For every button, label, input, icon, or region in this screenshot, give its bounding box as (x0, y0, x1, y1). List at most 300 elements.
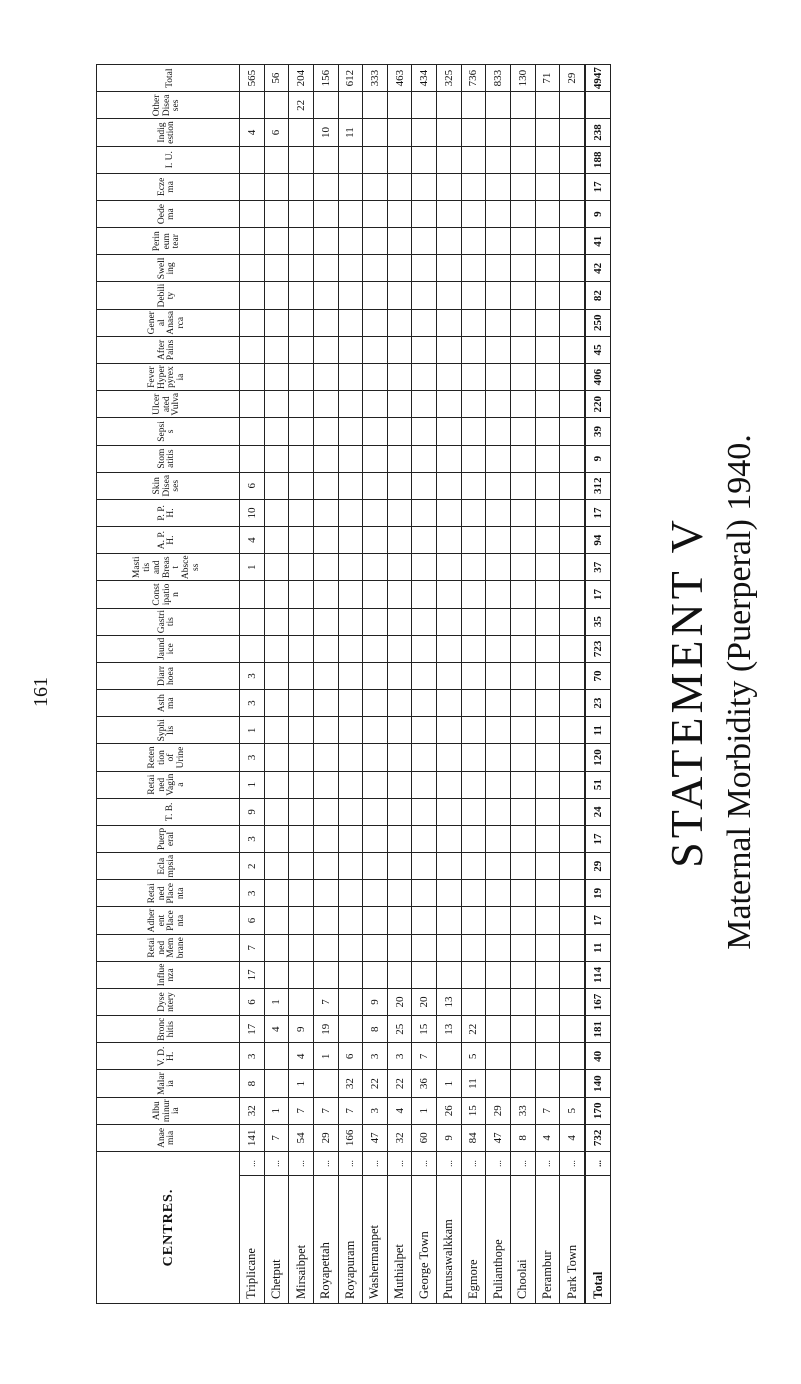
table-cell (486, 717, 511, 744)
table-cell (313, 282, 338, 309)
table-cell: 4 (240, 527, 265, 554)
table-cell (240, 336, 265, 363)
table-cell: 4 (289, 1043, 314, 1070)
table-cell (338, 146, 363, 173)
table-cell (486, 391, 511, 418)
table-cell (461, 146, 486, 173)
table-cell: 42 (585, 255, 610, 282)
table-cell (387, 961, 412, 988)
table-cell (412, 472, 437, 499)
table-cell (313, 717, 338, 744)
column-header-label: Syphilis (156, 719, 177, 742)
table-cell: 1 (240, 554, 265, 581)
table-cell (387, 880, 412, 907)
column-header (97, 173, 240, 200)
table-cell (437, 1043, 462, 1070)
table-cell (264, 364, 289, 391)
table-cell (437, 581, 462, 608)
table-cell (363, 364, 388, 391)
table-cell (313, 635, 338, 662)
table-cell: 250 (585, 309, 610, 336)
table-cell (461, 744, 486, 771)
table-cell: 7 (240, 934, 265, 961)
table-cell (363, 499, 388, 526)
table-cell (535, 472, 560, 499)
table-cell: 565 (240, 65, 265, 92)
table-cell (510, 309, 535, 336)
table-cell (535, 608, 560, 635)
table-cell (412, 581, 437, 608)
table-cell (363, 418, 388, 445)
table-cell (486, 445, 511, 472)
table-cell: 56 (264, 65, 289, 92)
table-cell (338, 282, 363, 309)
table-cell (510, 146, 535, 173)
table-cell (264, 146, 289, 173)
title-block (660, 0, 759, 1384)
table-cell: 3 (240, 744, 265, 771)
table-cell (510, 200, 535, 227)
table-cell (313, 1070, 338, 1097)
table-cell: 3 (387, 1043, 412, 1070)
table-cell: 24 (585, 798, 610, 825)
table-cell: 9 (240, 798, 265, 825)
table-cell (240, 635, 265, 662)
table-cell (560, 336, 585, 363)
table-cell (535, 173, 560, 200)
header-centres (97, 1151, 240, 1303)
column-header-label: Adherent Placenta (146, 908, 187, 933)
table-cell (338, 92, 363, 119)
table-cell (363, 527, 388, 554)
table-cell (535, 635, 560, 662)
centre-name: Pulianthope (486, 1176, 511, 1304)
table-cell (338, 771, 363, 798)
table-cell (313, 173, 338, 200)
table-cell (363, 554, 388, 581)
table-cell (289, 391, 314, 418)
table-cell: 94 (585, 527, 610, 554)
column-header (97, 554, 240, 581)
table-cell (486, 527, 511, 554)
table-cell (412, 554, 437, 581)
table-cell: 2 (240, 853, 265, 880)
table-cell (412, 635, 437, 662)
table-cell (289, 472, 314, 499)
table-cell (437, 445, 462, 472)
table-cell (289, 853, 314, 880)
table-cell: 45 (585, 336, 610, 363)
table-cell (412, 853, 437, 880)
table-cell (313, 92, 338, 119)
table-cell (289, 282, 314, 309)
table-cell: 54 (289, 1124, 314, 1151)
column-header (97, 1097, 240, 1124)
table-cell (363, 608, 388, 635)
column-header (97, 499, 240, 526)
centre-name: Egmore (461, 1176, 486, 1304)
table-cell: 84 (461, 1124, 486, 1151)
table-cell (363, 907, 388, 934)
table-cell (313, 472, 338, 499)
table-cell (264, 472, 289, 499)
table-cell (363, 146, 388, 173)
table-cell (437, 200, 462, 227)
table-cell (412, 146, 437, 173)
table-cell (560, 391, 585, 418)
table-cell (289, 608, 314, 635)
table-cell (535, 853, 560, 880)
leader-dots: ... (313, 1151, 338, 1175)
column-header (97, 744, 240, 771)
table-cell (363, 445, 388, 472)
table-cell (264, 853, 289, 880)
table-cell (486, 119, 511, 146)
table-cell (461, 880, 486, 907)
table-cell (535, 554, 560, 581)
column-header-label: Retention of Urine (146, 746, 187, 769)
table-cell (338, 499, 363, 526)
table-row (510, 65, 535, 1304)
table-cell (338, 744, 363, 771)
table-cell (363, 309, 388, 336)
table-cell (387, 690, 412, 717)
table-cell (313, 825, 338, 852)
leader-dots: ... (510, 1151, 535, 1175)
table-cell (535, 717, 560, 744)
table-cell (535, 662, 560, 689)
table-cell (560, 907, 585, 934)
table-cell (289, 771, 314, 798)
centre-name: Total (585, 1176, 610, 1304)
table-cell (560, 690, 585, 717)
centre-name: George Town (412, 1176, 437, 1304)
table-cell (486, 853, 511, 880)
table-cell (535, 798, 560, 825)
table-cell (338, 880, 363, 907)
table-cell (560, 662, 585, 689)
centre-name: Royapettah (313, 1176, 338, 1304)
table-cell (240, 200, 265, 227)
table-cell (486, 472, 511, 499)
table-cell (535, 418, 560, 445)
table-cell (264, 527, 289, 554)
table-cell (510, 472, 535, 499)
column-header-label: After Pains (156, 339, 177, 361)
column-header (97, 717, 240, 744)
table-cell (461, 635, 486, 662)
table-cell (289, 581, 314, 608)
table-cell (363, 635, 388, 662)
table-cell (412, 961, 437, 988)
table-cell: 8 (363, 1016, 388, 1043)
table-cell (387, 364, 412, 391)
table-cell (240, 173, 265, 200)
table-cell (486, 690, 511, 717)
column-header (97, 472, 240, 499)
table-cell (461, 961, 486, 988)
table-cell: 11 (585, 934, 610, 961)
column-header (97, 880, 240, 907)
table-cell: 167 (585, 988, 610, 1015)
table-cell (486, 825, 511, 852)
table-cell (510, 798, 535, 825)
table-cell (437, 798, 462, 825)
table-cell (240, 282, 265, 309)
table-cell: 732 (585, 1124, 610, 1151)
table-row (412, 65, 437, 1304)
column-header-label: Mastitis and Breast Abscess (131, 555, 202, 580)
table-cell: 23 (585, 690, 610, 717)
column-header-label: Perineum tear (151, 231, 182, 252)
table-cell (437, 309, 462, 336)
column-header (97, 391, 240, 418)
table-cell (486, 608, 511, 635)
table-cell (486, 1070, 511, 1097)
table-cell (560, 853, 585, 880)
table-cell (437, 635, 462, 662)
table-cell (535, 364, 560, 391)
table-cell (387, 391, 412, 418)
table-cell (461, 418, 486, 445)
table-cell: 1 (240, 771, 265, 798)
table-cell: 9 (289, 1016, 314, 1043)
column-header-label: Oedema (156, 204, 177, 225)
table-cell (510, 499, 535, 526)
table-cell: 3 (240, 825, 265, 852)
table-cell (387, 717, 412, 744)
table-cell: 9 (585, 445, 610, 472)
table-cell (510, 635, 535, 662)
table-cell: 9 (363, 988, 388, 1015)
column-header (97, 1124, 240, 1151)
table-cell (461, 690, 486, 717)
table-cell (560, 1043, 585, 1070)
table-cell (264, 554, 289, 581)
table-cell (313, 662, 338, 689)
table-cell: 1 (412, 1097, 437, 1124)
table-cell (387, 255, 412, 282)
table-row (486, 65, 511, 1304)
table-cell (264, 744, 289, 771)
table-cell (363, 934, 388, 961)
table-cell (289, 825, 314, 852)
table-cell (313, 907, 338, 934)
table-cell (338, 336, 363, 363)
table-cell: 406 (585, 364, 610, 391)
column-header (97, 581, 240, 608)
leader-dots: ... (363, 1151, 388, 1175)
table-cell (510, 173, 535, 200)
column-header-label: Total (165, 68, 175, 88)
table-cell (363, 581, 388, 608)
table-cell (510, 418, 535, 445)
table-cell: 17 (585, 825, 610, 852)
table-cell (338, 1016, 363, 1043)
table-cell (535, 255, 560, 282)
table-cell: 7 (412, 1043, 437, 1070)
table-cell (338, 309, 363, 336)
table-cell: 71 (535, 65, 560, 92)
table-row (363, 65, 388, 1304)
table-cell (240, 608, 265, 635)
table-cell (560, 173, 585, 200)
column-header (97, 364, 240, 391)
table-cell (486, 309, 511, 336)
table-cell (510, 336, 535, 363)
table-cell: 22 (387, 1070, 412, 1097)
table-cell (240, 146, 265, 173)
table-cell (264, 690, 289, 717)
table-cell (313, 391, 338, 418)
table-cell: 15 (412, 1016, 437, 1043)
table-cell: 13 (437, 988, 462, 1015)
table-cell (264, 798, 289, 825)
table-cell (387, 418, 412, 445)
column-header-label: Other Diseases (151, 94, 182, 117)
table-cell (387, 228, 412, 255)
table-cell (535, 907, 560, 934)
column-header (97, 445, 240, 472)
table-cell (412, 690, 437, 717)
table-cell (412, 391, 437, 418)
centre-name: Royapuram (338, 1176, 363, 1304)
table-cell (387, 336, 412, 363)
column-header (97, 1043, 240, 1070)
table-cell (510, 690, 535, 717)
table-cell: 7 (264, 1124, 289, 1151)
table-cell (338, 690, 363, 717)
table-cell (461, 499, 486, 526)
table-row (313, 65, 338, 1304)
table-cell (535, 771, 560, 798)
table-cell (560, 445, 585, 472)
table-cell (289, 961, 314, 988)
table-cell (437, 527, 462, 554)
table-cell (510, 608, 535, 635)
table-cell (387, 527, 412, 554)
table-cell: 120 (585, 744, 610, 771)
table-cell (289, 228, 314, 255)
table-cell (412, 798, 437, 825)
table-cell (264, 255, 289, 282)
column-header (97, 771, 240, 798)
table-cell: 4947 (585, 65, 610, 92)
table-cell (313, 798, 338, 825)
table-cell (264, 934, 289, 961)
table-cell: 22 (363, 1070, 388, 1097)
table-cell (486, 228, 511, 255)
table-cell (510, 880, 535, 907)
table-cell (313, 554, 338, 581)
table-cell: 7 (289, 1097, 314, 1124)
table-cell: 612 (338, 65, 363, 92)
table-cell (363, 391, 388, 418)
table-cell (240, 255, 265, 282)
table-cell (289, 988, 314, 1015)
table-cell (338, 445, 363, 472)
table-cell (264, 445, 289, 472)
table-cell: 1 (264, 1097, 289, 1124)
table-cell (264, 391, 289, 418)
table-cell (437, 173, 462, 200)
table-cell (510, 853, 535, 880)
table-cell (338, 554, 363, 581)
table-cell (486, 418, 511, 445)
table-cell (461, 173, 486, 200)
column-header (97, 853, 240, 880)
table-cell (363, 825, 388, 852)
table-cell: 39 (585, 418, 610, 445)
table-cell: 188 (585, 146, 610, 173)
table-cell (313, 771, 338, 798)
table-cell (289, 499, 314, 526)
table-cell (264, 309, 289, 336)
table-cell (560, 282, 585, 309)
table-cell (510, 744, 535, 771)
table-cell: 33 (510, 1097, 535, 1124)
centre-name: Washermanpet (363, 1176, 388, 1304)
table-cell: 9 (437, 1124, 462, 1151)
table-cell (289, 309, 314, 336)
table-cell (486, 961, 511, 988)
table-cell (338, 581, 363, 608)
table-cell (412, 527, 437, 554)
table-cell (313, 445, 338, 472)
table-cell: 1 (240, 717, 265, 744)
table-cell (486, 744, 511, 771)
column-header (97, 988, 240, 1015)
table-cell (535, 690, 560, 717)
table-cell (412, 445, 437, 472)
table-cell: 20 (412, 988, 437, 1015)
table-cell: 29 (560, 65, 585, 92)
table-cell (289, 445, 314, 472)
table-cell (412, 309, 437, 336)
table-cell (387, 554, 412, 581)
table-cell (510, 445, 535, 472)
table-cell (289, 173, 314, 200)
table-cell (289, 146, 314, 173)
table-cell (338, 472, 363, 499)
table-cell (338, 825, 363, 852)
table-cell (412, 200, 437, 227)
table-cell: 4 (240, 119, 265, 146)
table-cell (437, 92, 462, 119)
table-cell (363, 255, 388, 282)
table-cell (437, 472, 462, 499)
table-cell (437, 934, 462, 961)
table-cell (461, 717, 486, 744)
table-cell: 140 (585, 1070, 610, 1097)
table-cell (461, 527, 486, 554)
table-cell (486, 907, 511, 934)
table-cell (560, 499, 585, 526)
table-cell (461, 309, 486, 336)
table-cell (387, 200, 412, 227)
table-cell (486, 1043, 511, 1070)
table-cell (461, 119, 486, 146)
leader-dots: ... (412, 1151, 437, 1175)
table-cell: 130 (510, 65, 535, 92)
table-cell (437, 554, 462, 581)
column-header-label: Bronchitis (156, 1017, 177, 1041)
centre-name: Purusawalkkam (437, 1176, 462, 1304)
table-cell: 1 (289, 1070, 314, 1097)
page-number: 161 (30, 677, 52, 707)
table-cell (363, 92, 388, 119)
column-header-label: I. U. (165, 151, 175, 169)
